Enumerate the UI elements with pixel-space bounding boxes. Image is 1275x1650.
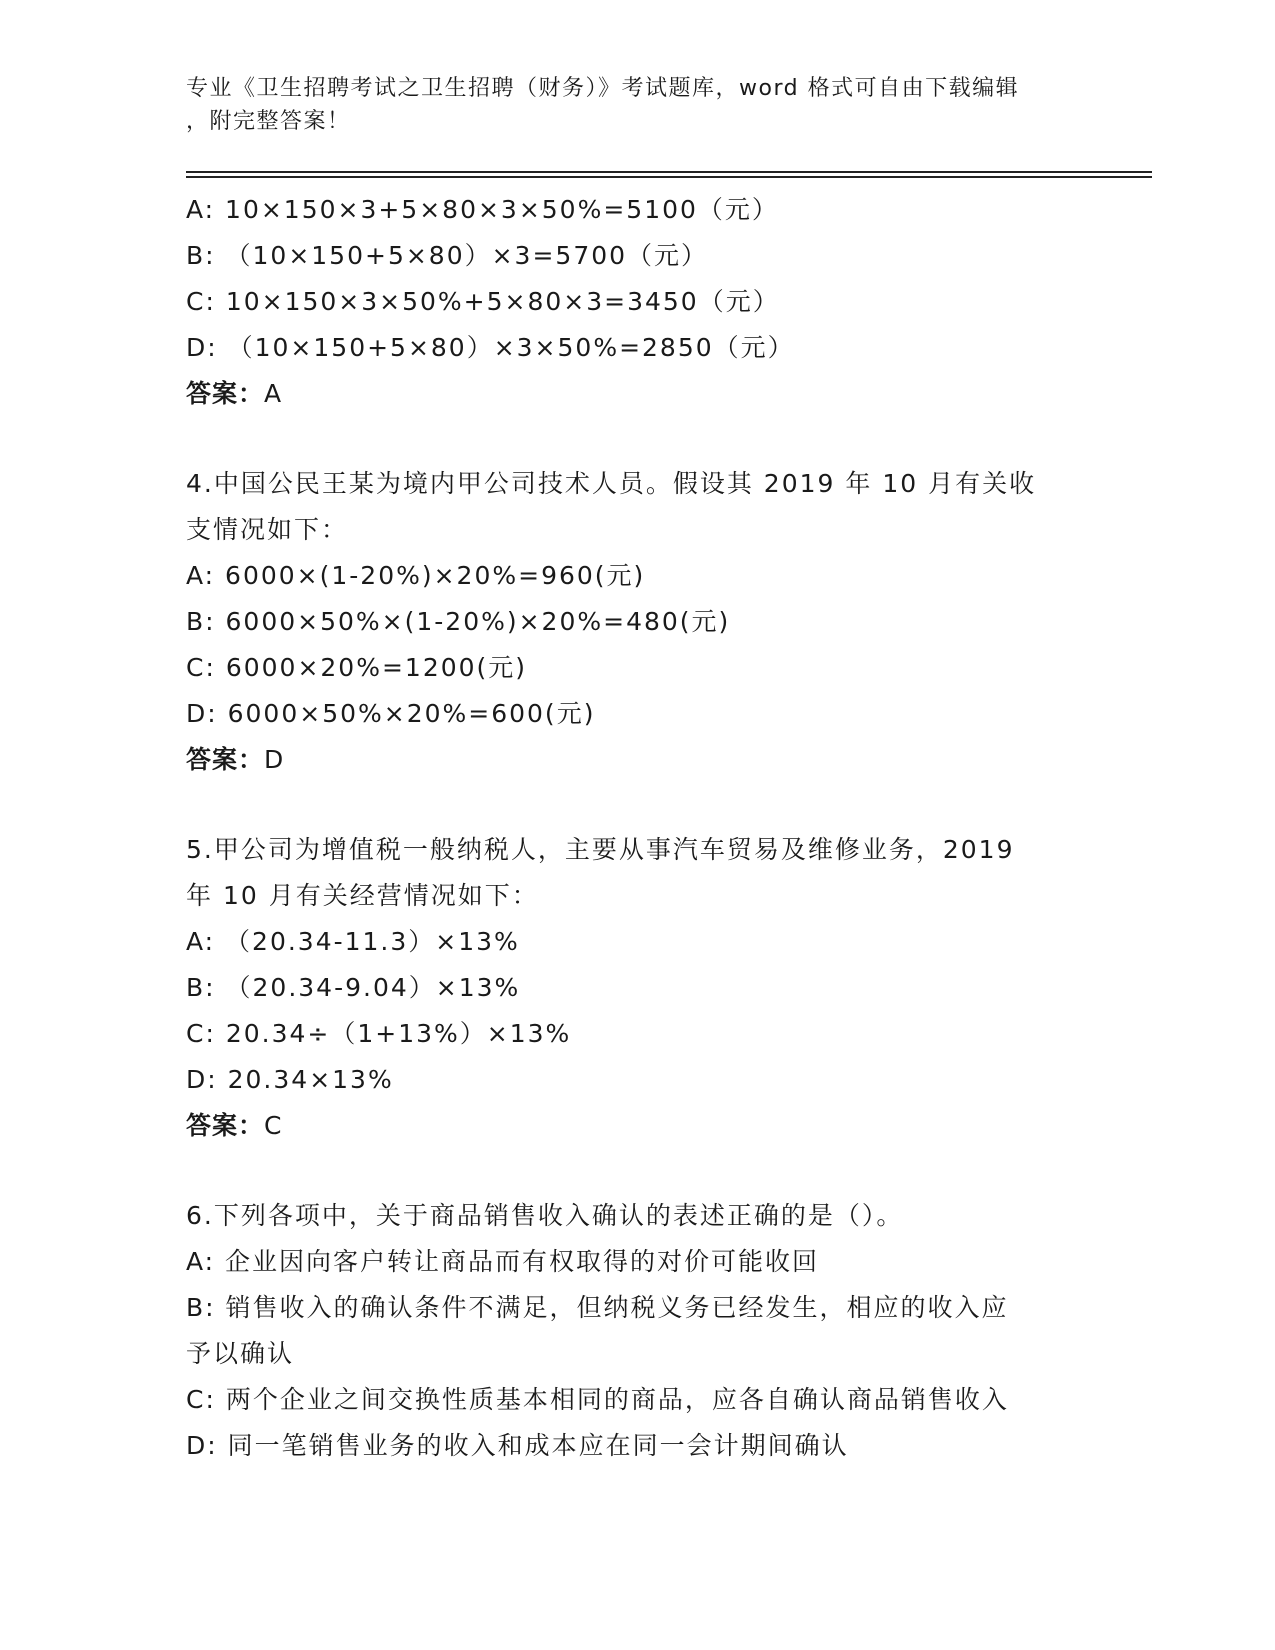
option-a: A: 企业因向客户转让商品而有权取得的对价可能收回 bbox=[186, 1247, 820, 1276]
answer-value: A bbox=[264, 379, 283, 408]
spacer bbox=[186, 417, 1106, 461]
question-4 bbox=[186, 461, 1106, 783]
spacer bbox=[186, 783, 1106, 827]
option-b: B: （10×150+5×80）×3=5700（元） bbox=[186, 241, 709, 270]
option-b-continued: 予以确认 bbox=[186, 1339, 295, 1368]
question-stem-line-2: 支情况如下： bbox=[186, 515, 349, 544]
question-stem-line-1: 6.下列各项中，关于商品销售收入确认的表述正确的是（）。 bbox=[186, 1201, 904, 1230]
header-divider-top bbox=[186, 171, 1152, 173]
document-header bbox=[186, 72, 1066, 138]
option-d: D: （10×150+5×80）×3×50%=2850（元） bbox=[186, 333, 795, 362]
question-5 bbox=[186, 827, 1106, 1149]
answer-row bbox=[186, 737, 1106, 783]
answer-label: 答案： bbox=[186, 1111, 265, 1140]
question-6 bbox=[186, 1193, 1106, 1469]
option-b: B: （20.34-9.04）×13% bbox=[186, 973, 521, 1002]
answer-value: C bbox=[264, 1111, 283, 1140]
option-c: C: 10×150×3×50%+5×80×3=3450（元） bbox=[186, 287, 780, 316]
question-list bbox=[186, 187, 1106, 1469]
question-stem-line-1: 4.中国公民王某为境内甲公司技术人员。假设其 2019 年 10 月有关收 bbox=[186, 469, 1037, 498]
option-c: C: 20.34÷（1+13%）×13% bbox=[186, 1019, 572, 1048]
answer-value: D bbox=[264, 745, 285, 774]
header-line-2: ，附完整答案！ bbox=[186, 109, 351, 134]
question-stem-line-2: 年 10 月有关经营情况如下： bbox=[186, 881, 539, 910]
answer-row bbox=[186, 1103, 1106, 1149]
answer-label: 答案： bbox=[186, 745, 265, 774]
option-d: D: 6000×50%×20%=600(元) bbox=[186, 699, 596, 728]
question-stem-line-1: 5.甲公司为增值税一般纳税人，主要从事汽车贸易及维修业务，2019 bbox=[186, 835, 1015, 864]
question-3 bbox=[186, 187, 1106, 417]
answer-label: 答案： bbox=[186, 379, 265, 408]
option-a: A: （20.34-11.3）×13% bbox=[186, 927, 520, 956]
answer-row bbox=[186, 371, 1106, 417]
spacer bbox=[186, 1149, 1106, 1193]
option-c: C: 两个企业之间交换性质基本相同的商品，应各自确认商品销售收入 bbox=[186, 1385, 1009, 1414]
option-b: B: 销售收入的确认条件不满足，但纳税义务已经发生，相应的收入应 bbox=[186, 1293, 1009, 1322]
option-d: D: 20.34×13% bbox=[186, 1065, 394, 1094]
option-b: B: 6000×50%×(1-20%)×20%=480(元) bbox=[186, 607, 731, 636]
header-line-1: 专业《卫生招聘考试之卫生招聘（财务）》考试题库，word 格式可自由下载编辑 bbox=[186, 76, 1020, 101]
header-divider-bottom bbox=[186, 176, 1152, 178]
option-d: D: 同一笔销售业务的收入和成本应在同一会计期间确认 bbox=[186, 1431, 849, 1460]
option-a: A: 10×150×3+5×80×3×50%=5100（元） bbox=[186, 195, 779, 224]
option-c: C: 6000×20%=1200(元) bbox=[186, 653, 528, 682]
option-a: A: 6000×(1-20%)×20%=960(元) bbox=[186, 561, 646, 590]
